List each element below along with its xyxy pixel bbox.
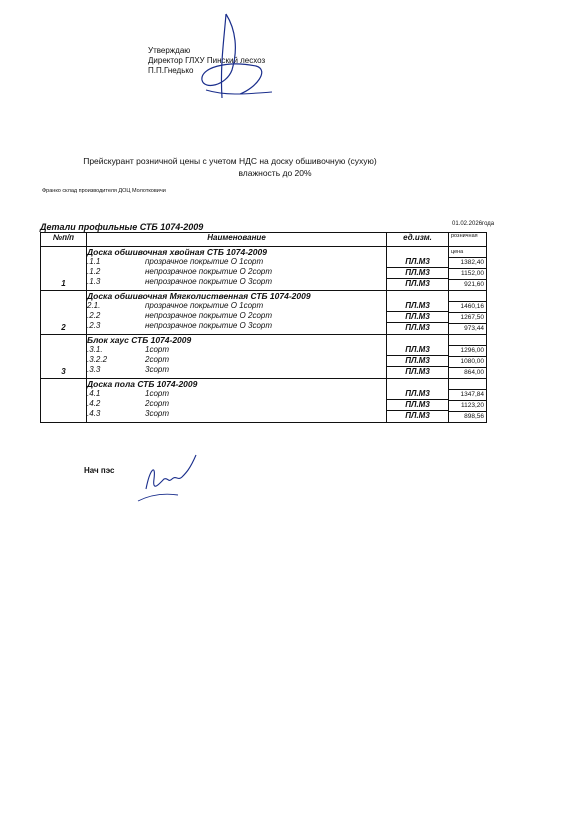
item-code: .1.3 [87,277,101,286]
group-name-cell [87,335,387,379]
item-price: 973,44 [464,325,484,332]
title-line-1: Прейскурант розничной цены с учетом НДС на доску обшивочную (сухую) [83,156,377,166]
section-title: Детали профильные СТБ 1074-2009 [40,222,204,232]
group-title: Доска обшивочная Мягколиственная СТБ 1074-2009 [87,291,311,301]
item-unit: ПЛ.М3 [387,400,448,411]
franco-note: Франко склад производителя ДОЦ Молотковичи [42,188,166,194]
price-cell [449,335,487,379]
price-cell [449,247,487,291]
item-code: .2.2 [87,311,101,320]
group-number: 1 [41,247,87,291]
approval-line-director: Директор ГЛХУ Пинский лесхоз [148,56,266,65]
item-unit: ПЛ.М3 [405,323,430,332]
item-name: 3сорт [145,365,170,374]
table-header-row [41,233,487,247]
header-unit: ед.изм. [387,233,449,247]
item-code: .3.1. [87,345,103,354]
unit-cell [387,335,449,379]
item-name: непрозрачное покрытие О 3сорт [145,321,273,330]
list-item [87,355,386,365]
item-unit: ПЛ.М3 [387,301,448,312]
list-item [87,389,386,399]
item-code: .3.2.2 [87,355,108,364]
item-price: 1267,50 [449,313,486,324]
price-cell [449,379,487,423]
item-unit: ПЛ.М3 [387,257,448,268]
list-item [87,277,386,287]
document-title [40,155,420,179]
list-item [87,267,386,277]
item-price: 1123,20 [449,401,486,412]
group-number: 3 [41,335,87,379]
item-price: 1152,00 [449,269,486,280]
group-name-cell [87,291,387,335]
item-unit: ПЛ.М3 [387,312,448,323]
header-price-sub: цена [449,247,486,258]
item-price: 1382,40 [449,258,486,269]
item-price: 1080,00 [449,357,486,368]
item-code: .4.1 [87,389,101,398]
group-title: Доска пола СТБ 1074-2009 [87,379,198,389]
item-code: .4.2 [87,399,101,408]
table-group [41,247,487,291]
item-code: .4.3 [87,409,101,418]
list-item [87,311,386,321]
item-unit: ПЛ.М3 [405,279,430,288]
item-unit: ПЛ.М3 [405,411,430,420]
table-group [41,291,487,335]
item-price: 921,60 [464,281,484,288]
item-name: непрозрачное покрытие О 2сорт [145,267,273,276]
item-code: .3.3 [87,365,101,374]
list-item [87,321,386,331]
list-item [87,365,386,375]
group-name-cell [87,247,387,291]
price-table [40,232,487,423]
unit-cell [387,291,449,335]
title-line-2: влажность до 20% [238,168,312,178]
group-number [41,379,87,423]
item-name: прозрачное покрытие О 1сорт [145,257,264,266]
item-price: 864,00 [464,369,484,376]
table-group [41,379,487,423]
unit-cell [387,247,449,291]
header-name: Наименование [87,233,387,247]
header-price: розничная [449,233,487,247]
list-item [87,409,386,419]
table-group [41,335,487,379]
item-name: 3сорт [145,409,170,418]
item-name: 1сорт [145,345,170,354]
item-price: 1296,00 [449,346,486,357]
document-date: 01.02.2026года [452,221,495,227]
item-name: 1сорт [145,389,170,398]
group-title: Доска обшивочная хвойная СТБ 1074-2009 [87,247,267,257]
item-unit: ПЛ.М3 [387,268,448,279]
price-cell [449,291,487,335]
director-signature [196,10,276,102]
item-price: 1460,16 [449,302,486,313]
item-unit: ПЛ.М3 [405,367,430,376]
group-name-cell [87,379,387,423]
approval-line-approve: Утверждаю [148,46,191,55]
list-item [87,301,386,311]
approval-line-name: П.П.Гнедько [148,66,194,75]
signer-position: Нач пэс [84,466,115,475]
group-title: Блок хаус СТБ 1074-2009 [87,335,192,345]
item-name: 2сорт [145,355,170,364]
item-unit: ПЛ.М3 [387,345,448,356]
signer-signature [134,449,204,505]
item-code: 2.1. [87,301,101,310]
item-unit: ПЛ.М3 [387,389,448,400]
item-unit: ПЛ.М3 [387,356,448,367]
item-code: .1.2 [87,267,101,276]
item-price: 898,56 [464,413,484,420]
item-name: 2сорт [145,399,170,408]
item-name: непрозрачное покрытие О 2сорт [145,311,273,320]
list-item [87,257,386,267]
list-item [87,399,386,409]
item-code: .1.1 [87,257,101,266]
header-num: №п/п [41,233,87,247]
item-price: 1347,84 [449,390,486,401]
group-number: 2 [41,291,87,335]
item-name: прозрачное покрытие О 1сорт [145,301,264,310]
item-code: .2.3 [87,321,101,330]
item-name: непрозрачное покрытие О 3сорт [145,277,273,286]
list-item [87,345,386,355]
unit-cell [387,379,449,423]
